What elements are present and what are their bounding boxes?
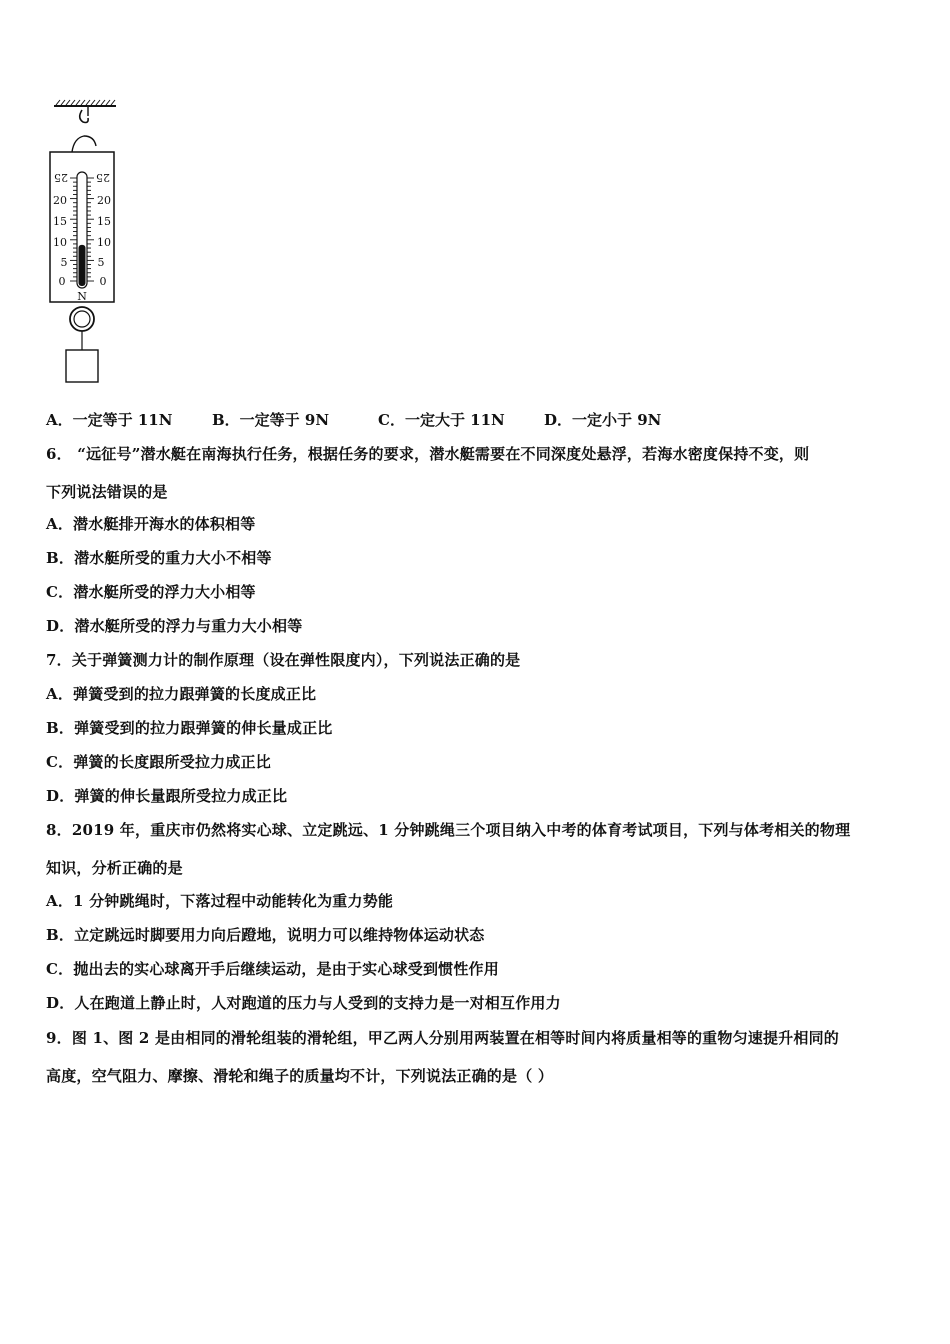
left-label-10: 10 [53, 236, 67, 249]
q9-stem-line1: 9．图 1、图 2 是由相同的滑轮组装的滑轮组，甲乙两人分别用两装置在相等时间内将质量相等的重物匀速提升相同的 [46, 1029, 839, 1047]
right-label-5: 5 [97, 256, 105, 269]
q6-option-c: C．潜水艇所受的浮力大小相等 [46, 583, 256, 601]
q5-option-c: C．一定大于 11N [378, 411, 505, 429]
left-label-0: 0 [58, 275, 66, 288]
q6-option-a: A．潜水艇排开海水的体积相等 [46, 515, 256, 533]
q8-stem-line2: 知识，分析正确的是 [46, 859, 183, 877]
q9-stem-line2: 高度，空气阻力、摩擦、滑轮和绳子的质量均不计，下列说法正确的是（ ） [46, 1067, 554, 1085]
hanging-weight [66, 350, 98, 382]
spring-scale-figure [44, 98, 134, 388]
q8-option-a: A．1 分钟跳绳时，下落过程中动能转化为重力势能 [46, 892, 394, 910]
q5-option-a: A．一定等于 11N [46, 411, 173, 429]
q5-option-d: D．一定小于 9N [544, 411, 662, 429]
left-label-15: 15 [53, 215, 67, 228]
left-label-20: 20 [53, 194, 67, 207]
scale-indicator [79, 245, 86, 286]
q8-stem-line1: 8．2019 年，重庆市仍然将实心球、立定跳远、1 分钟跳绳三个项目纳入中考的体育考试项目，下列与体考相关的物理 [46, 821, 851, 839]
right-label-15: 15 [97, 215, 111, 228]
left-label-5: 5 [60, 256, 68, 269]
right-label-0: 0 [99, 275, 107, 288]
q5-option-b: B．一定等于 9N [212, 411, 330, 429]
right-label-20: 20 [97, 194, 111, 207]
q6-option-b: B．潜水艇所受的重力大小不相等 [46, 549, 272, 567]
ceiling-hatch [56, 100, 115, 105]
q6-stem-line1: 6． “远征号”潜水艇在南海执行任务，根据任务的要求，潜水艇需要在不同深度处悬浮，若海水密度保持不变，则 [46, 445, 810, 463]
q7-option-c: C．弹簧的长度跟所受拉力成正比 [46, 753, 271, 771]
q5-options [46, 410, 661, 430]
q7-stem: 7．关于弹簧测力计的制作原理（设在弹性限度内），下列说法正确的是 [46, 651, 521, 669]
right-label-10: 10 [97, 236, 111, 249]
top-hook [80, 110, 88, 123]
unit-label: N [77, 290, 87, 303]
q8-option-d: D．人在跑道上静止时，人对跑道的压力与人受到的支持力是一对相互作用力 [46, 994, 561, 1012]
left-label-25: 25 [54, 171, 68, 184]
q7-option-a: A．弹簧受到的拉力跟弹簧的长度成正比 [46, 685, 317, 703]
q7-option-b: B．弹簧受到的拉力跟弹簧的伸长量成正比 [46, 719, 333, 737]
q6-stem-line2: 下列说法错误的是 [46, 483, 168, 501]
q6-option-d: D．潜水艇所受的浮力与重力大小相等 [46, 617, 303, 635]
q8-option-c: C．抛出去的实心球离开手后继续运动，是由于实心球受到惯性作用 [46, 960, 499, 978]
q7-option-d: D．弹簧的伸长量跟所受拉力成正比 [46, 787, 288, 805]
right-label-25: 25 [96, 171, 110, 184]
q8-option-b: B．立定跳远时脚要用力向后蹬地，说明力可以维持物体运动状态 [46, 926, 485, 944]
